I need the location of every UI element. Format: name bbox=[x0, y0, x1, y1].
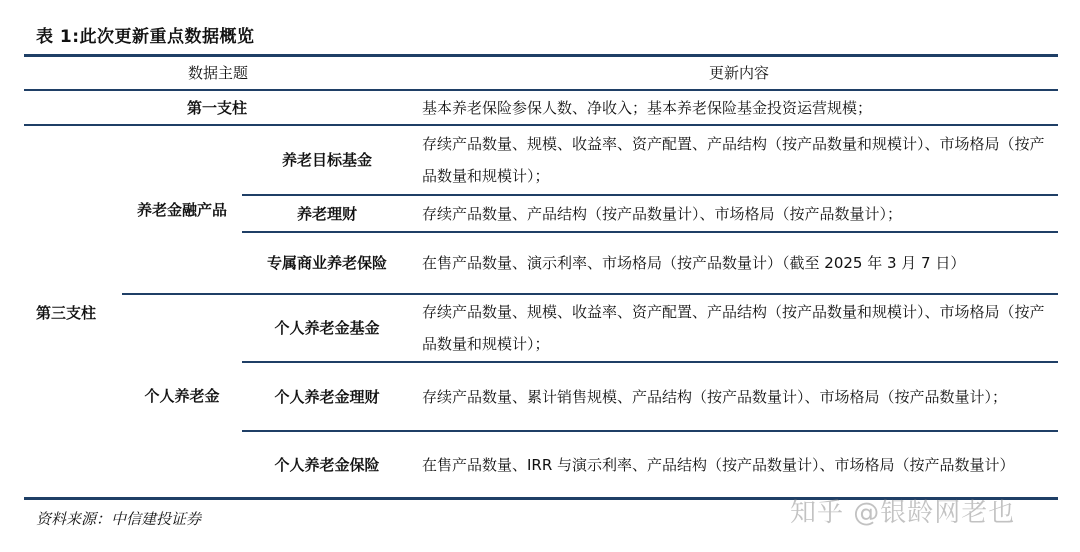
header-content: 更新内容 bbox=[708, 63, 769, 82]
row-content-wealth-mgmt: 存续产品数量、产品结构（按产品数量计）、市场格局（按产品数量计）； bbox=[422, 204, 903, 223]
header-topic: 数据主题 bbox=[187, 63, 248, 82]
row-content-target-fund: 存续产品数量、规模、收益率、资产配置、产品结构（按产品数量和规模计）、市场格局（按产品数量和规模计）； bbox=[422, 135, 1045, 185]
row-content-exclusive-insurance: 在售产品数量、演示利率、市场格局（按产品数量计）（截至 2025 年 3 月 7 日） bbox=[422, 254, 966, 272]
pillar1-content: 基本养老保险参保人数、净收入；基本养老保险基金投资运营规模； bbox=[422, 98, 873, 117]
row-label-target-fund: 养老目标基金 bbox=[281, 151, 372, 169]
row-content-personal-insurance: 在售产品数量、IRR 与演示利率、产品结构（按产品数量计）、市场格局（按产品数量计） bbox=[422, 455, 1015, 474]
row-label-wealth-mgmt: 养老理财 bbox=[296, 204, 357, 223]
row-label-exclusive-insurance: 专属商业养老保险 bbox=[266, 254, 387, 272]
row-label-personal-insurance: 个人养老金保险 bbox=[274, 455, 380, 474]
row-content-personal-wealth: 存续产品数量、累计销售规模、产品结构（按产品数量计）、市场格局（按产品数量计）； bbox=[422, 387, 1008, 406]
watermark: 知乎 @银龄网老也 bbox=[790, 498, 1016, 528]
group-label-financial-products: 养老金融产品 bbox=[136, 200, 227, 219]
row-label-personal-wealth: 个人养老金理财 bbox=[274, 387, 380, 406]
table-title: 表 1:此次更新重点数据概览 bbox=[36, 27, 255, 47]
pillar3-label: 第三支柱 bbox=[36, 303, 97, 322]
group-label-personal-pension: 个人养老金 bbox=[144, 387, 220, 405]
row-label-personal-fund: 个人养老金基金 bbox=[274, 319, 380, 337]
pillar1-label: 第一支柱 bbox=[186, 98, 247, 117]
source-note: 资料来源：中信建投证券 bbox=[36, 510, 202, 528]
row-content-personal-fund: 存续产品数量、规模、收益率、资产配置、产品结构（按产品数量和规模计）、市场格局（按产品数量和规模计）； bbox=[422, 303, 1045, 353]
